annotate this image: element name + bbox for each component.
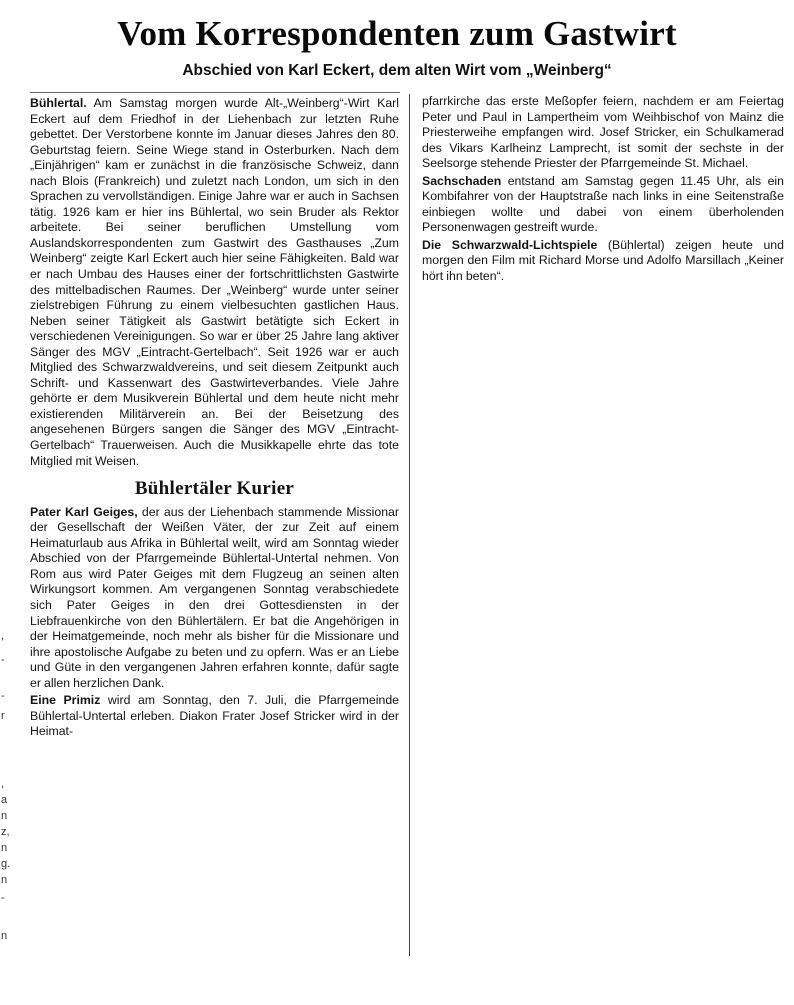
margin-fragment: n <box>1 810 8 822</box>
column-divider <box>409 94 410 956</box>
item-lichtspiele-lead: Die Schwarzwald-Lichtspiele <box>422 237 598 252</box>
item-primiz-text-part2: pfarrkirche das erste Meßopfer feiern, nachdem er am Feiertag Peter und Paul in Lampertheim vom Weihbischof von Mainz die Priesterweihe empfangen wird. Josef Stricker, ein Schulkamerad des Vikars Karlheinz Lamprecht, ist somit der sechste in der Seelsorge stehende Priester der Pfarrgemeinde St. Michael. <box>422 94 784 171</box>
item-geiges-text: der aus der Liehenbach stammende Missionar der Gesellschaft der Weißen Väter, der zur Zeit auf einem Heimaturlaub aus Afrika in Bühlertal weilt, wird am Sonntag wieder Abschied von der Pfarrgemeinde Bühlertal-Untertal nehmen. Von Rom aus wird Pater Geiges mit dem Flugzeug an seinen alten Wirkungsort kommen. Am vergangenen Sonntag verabschiedete sich Pater Geiges in den drei Gottesdiensten in der Liebfrauenkirche von den Bühlertälern. Er bat die Angehörigen in der Heimatgemeinde, noch mehr als bisher für die Missionare und ihre apostolische Aufgabe zu beten und zu opfern. Was er an Liebe und Güte in den vergangenen Jahren erfahren konnte, dafür sagte er allen herzlichen Dank. <box>30 504 399 690</box>
margin-fragment: r <box>1 710 5 722</box>
item-primiz-lead: Eine Primiz <box>30 693 101 708</box>
margin-fragment: a <box>1 794 8 806</box>
item-primiz-text-part1: wird am Sonntag, den 7. Juli, die Pfarrgemeinde Bühlertal-Untertal erleben. Diakon Frater Josef Stricker wird in der Heimat- <box>30 693 399 739</box>
margin-fragment: , <box>1 630 5 642</box>
headline: Vom Korrespondenten zum Gastwirt <box>117 14 677 53</box>
subheadline: Abschied von Karl Eckert, dem alten Wirt vom „Weinberg“ <box>182 62 612 79</box>
column-left <box>30 96 399 740</box>
item-lichtspiele-text: (Bühlertal) zeigen heute und morgen den Film mit Richard Morse und Adolfo Marsillach „Keiner hört ihn beten“. <box>422 237 784 284</box>
item-sachschaden <box>422 174 784 236</box>
item-primiz-continued <box>422 94 784 172</box>
margin-fragment: - <box>1 654 5 666</box>
top-rule <box>30 92 400 93</box>
item-geiges <box>30 505 399 692</box>
article-eckert <box>30 96 399 469</box>
article-eckert-text: Am Samstag morgen wurde Alt-„Weinberg“-Wirt Karl Eckert auf dem Friedhof in der Liehenbach zur letzten Ruhe gebettet. Der Verstorbene konnte im Januar dieses Jahres den 80. Geburtstag feiern. Seine Wiege stand in Osterburken. Nach dem „Einjährigen“ kam er zunächst in die französische Schweiz, dann nach Blois (Frankreich) und zuletzt nach London, um sich in den Sprachen zu vervollständigen. Einige Jahre war er auch in Sachsen tätig. 1926 kam er hier ins Bühlertal, wo sein Bruder als Rektor arbeitete. Bei seiner beruflichen Umstellung vom Auslandskorrespondenten zum Gastwirt des Gasthauses „Zum Weinberg“ zeigte Karl Eckert auch hier seine Fähigkeiten. Bald war er nach Umbau des Hauses einer der fortschrittlichsten Gastwirte des mittelbadischen Raumes. Der „Weinberg“ wurde unter seiner zielstrebigen Führung zu einem vielbesuchten gastlichen Haus. Neben seiner Tätigkeit als Gastwirt betätigte sich Eckert in verschiedenen Vereinigungen. So war er über 25 Jahre lang aktiver Sänger des MGV „Eintracht-Gertelbach“. Seit 1926 war er auch Mitglied des Schwarzwaldvereins, und seit diesem Zeitpunkt auch Schrift- und Kassenwart des Gastwirteverbandes. Viele Jahre gehörte er dem Musikverein Bühlertal und dem heute nicht mehr existierenden Militärverein an. Bei der Beisetzung des angesehenen Bürgers sangen die Sänger des MGV „Eintracht-Gertelbach“ Trauerweisen. Auch die Musikkapelle ehrte das tote Mitglied mit Weisen. <box>30 96 399 468</box>
margin-fragment: , <box>1 778 5 790</box>
margin-fragment: g. <box>1 858 11 870</box>
margin-fragment: n <box>1 874 8 886</box>
section-title: Bühlertäler Kurier <box>134 478 295 500</box>
margin-fragment: n <box>1 930 8 942</box>
margin-fragment: z, <box>1 826 10 838</box>
margin-fragment: - <box>1 690 5 702</box>
item-sachschaden-text: entstand am Samstag gegen 11.45 Uhr, als ein Kombifahrer von der Hauptstraße nach links in eine Seitenstraße einbiegen wollte und dabei von einem überholenden Personenwagen gestreift wurde. <box>422 173 784 235</box>
margin-fragment: - <box>1 892 5 904</box>
item-sachschaden-lead: Sachschaden <box>422 173 502 188</box>
margin-fragment: n <box>1 842 8 854</box>
item-lichtspiele <box>422 238 784 285</box>
item-primiz <box>30 693 399 740</box>
column-right <box>422 94 784 285</box>
article-eckert-lead: Bühlertal. <box>30 96 87 110</box>
item-geiges-lead: Pater Karl Geiges, <box>30 504 138 519</box>
